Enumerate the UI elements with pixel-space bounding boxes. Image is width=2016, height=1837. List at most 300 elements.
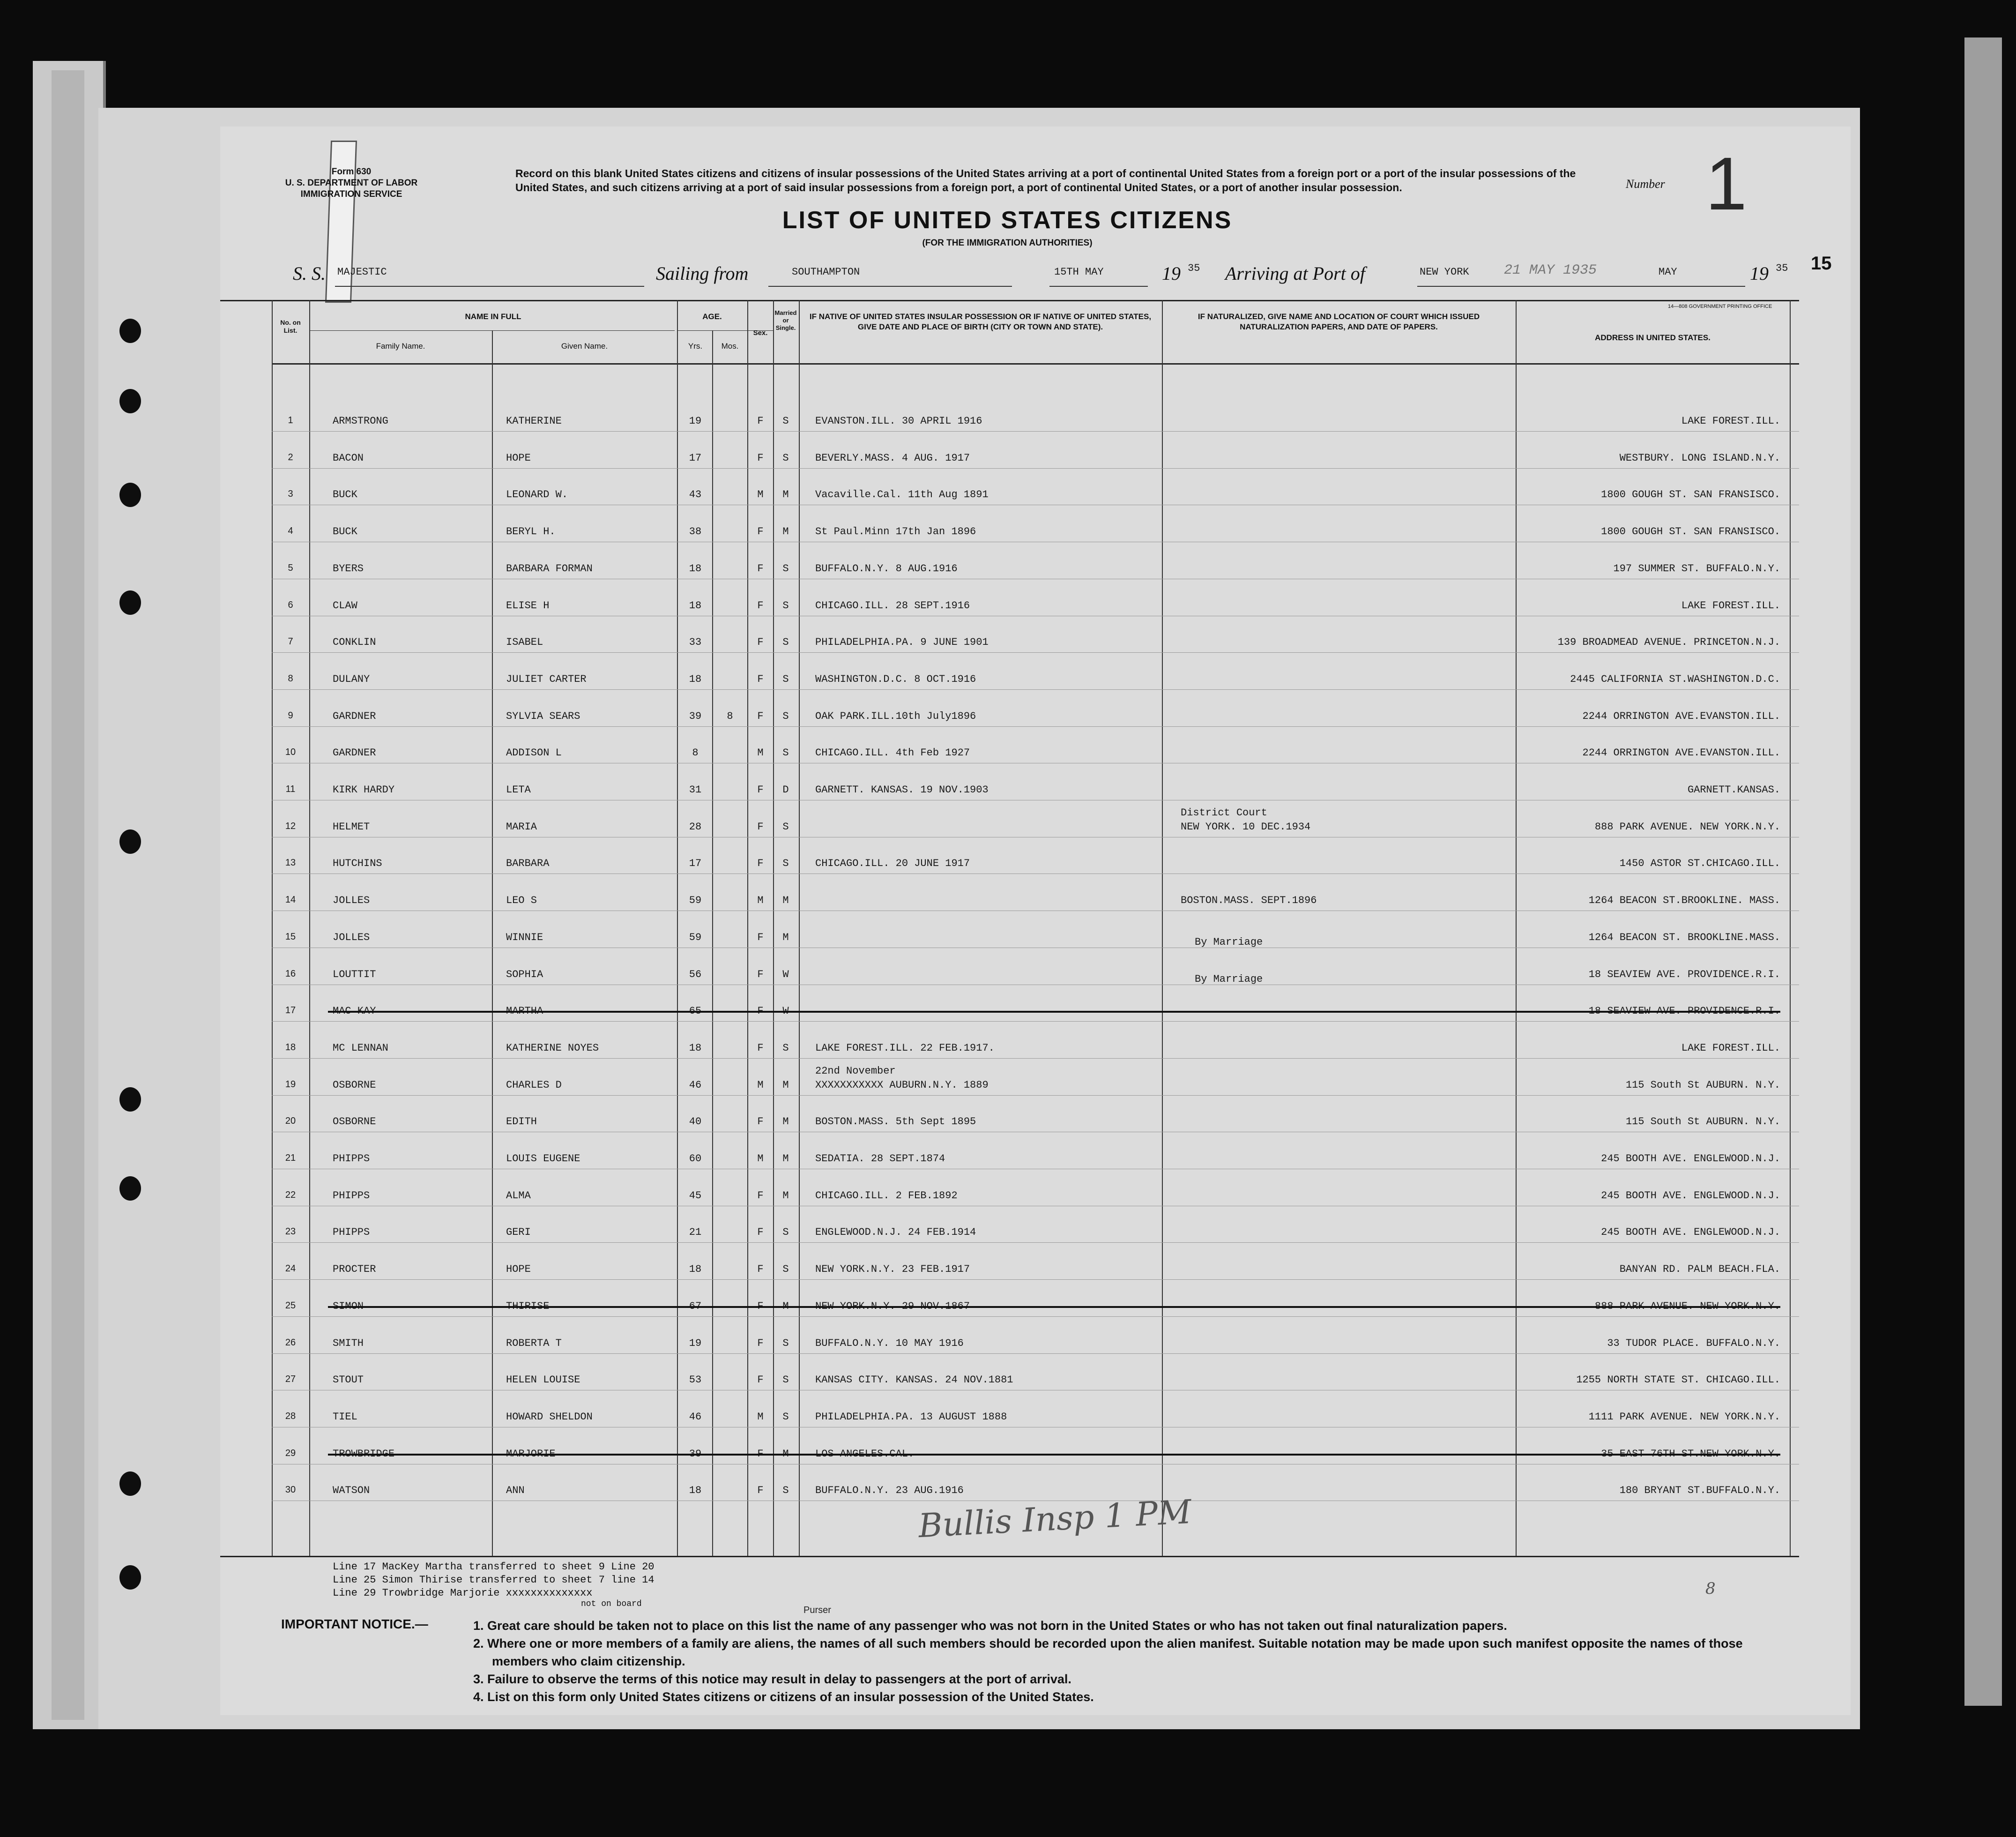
row-23-addr: 245 BOOTH AVE. ENGLEWOOD.N.J. xyxy=(1601,1226,1780,1239)
row-23-family: PHIPPS xyxy=(333,1226,370,1239)
row-30-sex: F xyxy=(757,1485,764,1497)
row-11-no: 11 xyxy=(285,784,296,794)
ship-name: MAJESTIC xyxy=(337,266,387,278)
row-14-nat: BOSTON.MASS. SEPT.1896 xyxy=(1181,895,1317,907)
row-rule xyxy=(272,1095,1799,1096)
row-4-yrs: 38 xyxy=(689,526,702,538)
row-7-no: 7 xyxy=(288,636,293,647)
row-21-addr: 245 BOOTH AVE. ENGLEWOOD.N.J. xyxy=(1601,1153,1780,1165)
purser-label: Purser xyxy=(803,1605,831,1615)
row-24-yrs: 18 xyxy=(689,1263,702,1276)
row-15-yrs: 59 xyxy=(689,931,702,943)
row-27-family: STOUT xyxy=(333,1374,364,1386)
row-3-no: 3 xyxy=(288,489,293,500)
row-21-ms: M xyxy=(782,1153,789,1165)
row-28-yrs: 46 xyxy=(689,1411,702,1423)
row-2-family: BACON xyxy=(333,452,364,464)
voyage-line xyxy=(293,262,1792,289)
col-naturalized: IF NATURALIZED, GIVE NAME AND LOCATION OF COURT WHICH ISSUED NATURALIZATION PAPERS, AND DATE OF PAPERS. xyxy=(1198,312,1480,331)
row-22-birth: CHICAGO.ILL. 2 FEB.1892 xyxy=(815,1189,958,1202)
row-11-sex: F xyxy=(757,784,764,796)
row-4-family: BUCK xyxy=(333,526,357,538)
row-2-addr: WESTBURY. LONG ISLAND.N.Y. xyxy=(1619,452,1780,464)
column-divider xyxy=(1516,300,1517,1556)
row-6-ms: S xyxy=(782,599,789,612)
row-2-ms: S xyxy=(782,452,789,464)
row-16-given: SOPHIA xyxy=(506,968,543,980)
important-notice xyxy=(473,1617,1785,1706)
row-1-birth: EVANSTON.ILL. 30 APRIL 1916 xyxy=(815,415,982,427)
row-26-given: ROBERTA T xyxy=(506,1337,562,1349)
row-3-sex: M xyxy=(757,489,764,501)
row-5-sex: F xyxy=(757,562,764,575)
row-3-addr: 1800 GOUGH ST. SAN FRANSISCO. xyxy=(1601,489,1780,501)
column-divider xyxy=(799,300,800,1556)
header-bottom-border xyxy=(272,363,1799,365)
year-prefix-2: 19 xyxy=(1750,263,1769,284)
row-15-nat: By Marriage xyxy=(1195,936,1263,948)
row-20-yrs: 40 xyxy=(689,1116,702,1128)
row-19-birth: 22nd November xyxy=(815,1065,896,1077)
row-14-no: 14 xyxy=(285,895,296,905)
row-13-birth: CHICAGO.ILL. 20 JUNE 1917 xyxy=(815,858,970,870)
row-4-birth: St Paul.Minn 17th Jan 1896 xyxy=(815,526,976,538)
row-27-birth: KANSAS CITY. KANSAS. 24 NOV.1881 xyxy=(815,1374,1013,1386)
column-divider xyxy=(773,300,774,1556)
row-8-no: 8 xyxy=(288,673,293,684)
row-27-no: 27 xyxy=(285,1374,296,1385)
row-16-nat: By Marriage xyxy=(1195,973,1263,985)
row-15-family: JOLLES xyxy=(333,931,370,943)
row-26-ms: S xyxy=(782,1337,789,1349)
binder-hole xyxy=(119,483,141,507)
notice-item: 2. Where one or more members of a family are aliens, the names of all such members should be recorded upon the alien manifest. Suitable notation may be made upon such manifest opposite the names of those members who claim citizenship. xyxy=(473,1636,1743,1668)
row-10-yrs: 8 xyxy=(692,747,699,759)
binder-hole xyxy=(119,590,141,615)
row-3-given: LEONARD W. xyxy=(506,489,568,501)
row-rule xyxy=(272,1242,1799,1243)
col-married: Married or Single. xyxy=(774,309,797,331)
row-3-family: BUCK xyxy=(333,489,357,501)
row-19-family: OSBORNE xyxy=(333,1079,376,1091)
form-header xyxy=(262,166,440,200)
row-23-sex: F xyxy=(757,1226,764,1239)
row-18-birth: LAKE FOREST.ILL. 22 FEB.1917. xyxy=(815,1042,995,1054)
row-19-sex: M xyxy=(757,1079,764,1091)
row-11-birth: GARNETT. KANSAS. 19 NOV.1903 xyxy=(815,784,989,796)
row-6-birth: CHICAGO.ILL. 28 SEPT.1916 xyxy=(815,599,970,612)
row-27-sex: F xyxy=(757,1374,764,1386)
row-24-birth: NEW YORK.N.Y. 23 FEB.1917 xyxy=(815,1263,970,1276)
row-6-family: CLAW xyxy=(333,599,357,612)
row-1-sex: F xyxy=(757,415,764,427)
sailing-port: SOUTHAMPTON xyxy=(792,266,860,278)
column-divider xyxy=(309,300,310,1556)
row-rule xyxy=(272,468,1799,469)
arrival-year: 35 xyxy=(1776,262,1788,274)
col-yrs: Yrs. xyxy=(688,342,703,351)
row-9-birth: OAK PARK.ILL.10th July1896 xyxy=(815,710,976,722)
column-divider xyxy=(1162,300,1163,1556)
col-family-name: Family Name. xyxy=(376,342,425,351)
sailing-date: 15TH MAY xyxy=(1054,266,1104,278)
row-14-sex: M xyxy=(757,895,764,907)
row-23-no: 23 xyxy=(285,1226,296,1237)
column-divider xyxy=(492,330,493,1556)
row-30-family: WATSON xyxy=(333,1485,370,1497)
row-2-given: HOPE xyxy=(506,452,531,464)
row-28-no: 28 xyxy=(285,1411,296,1421)
row-7-yrs: 33 xyxy=(689,636,702,649)
note-line-17: Line 17 MacKey Martha transferred to sheet 9 Line 20 xyxy=(333,1561,655,1573)
binder-hole xyxy=(119,389,141,413)
sailing-year: 35 xyxy=(1188,262,1200,274)
row-rule xyxy=(272,1279,1799,1280)
row-14-family: JOLLES xyxy=(333,895,370,907)
row-17-no: 17 xyxy=(285,1005,296,1016)
row-23-given: GERI xyxy=(506,1226,531,1239)
row-27-addr: 1255 NORTH STATE ST. CHICAGO.ILL. xyxy=(1576,1374,1780,1386)
row-1-given: KATHERINE xyxy=(506,415,562,427)
row-rule xyxy=(272,652,1799,653)
row-9-given: SYLVIA SEARS xyxy=(506,710,580,722)
row-30-yrs: 18 xyxy=(689,1485,702,1497)
row-rule xyxy=(272,689,1799,690)
row-13-yrs: 17 xyxy=(689,858,702,870)
row-8-given: JULIET CARTER xyxy=(506,673,587,685)
row-11-yrs: 31 xyxy=(689,784,702,796)
row-27-yrs: 53 xyxy=(689,1374,702,1386)
row-10-ms: S xyxy=(782,747,789,759)
row-9-sex: F xyxy=(757,710,764,722)
row-22-no: 22 xyxy=(285,1189,296,1200)
row-10-birth: CHICAGO.ILL. 4th Feb 1927 xyxy=(815,747,970,759)
notice-label: IMPORTANT NOTICE.— xyxy=(281,1617,428,1631)
binder-hole xyxy=(119,1471,141,1496)
row-22-family: PHIPPS xyxy=(333,1189,370,1202)
row-16-family: LOUTTIT xyxy=(333,968,376,980)
row-5-family: BYERS xyxy=(333,562,364,575)
row-20-no: 20 xyxy=(285,1116,296,1127)
row-28-birth: PHILADELPHIA.PA. 13 AUGUST 1888 xyxy=(815,1411,1007,1423)
column-divider xyxy=(747,300,748,1556)
row-22-yrs: 45 xyxy=(689,1189,702,1202)
binder-hole xyxy=(119,1087,141,1112)
column-divider xyxy=(1790,300,1791,1556)
row-21-sex: M xyxy=(757,1153,764,1165)
col-age: AGE. xyxy=(702,312,722,321)
service-line: IMMIGRATION SERVICE xyxy=(300,189,402,199)
binder-hole xyxy=(119,1176,141,1201)
row-24-given: HOPE xyxy=(506,1263,531,1276)
row-15-sex: F xyxy=(757,931,764,943)
col-birth: IF NATIVE OF UNITED STATES INSULAR POSSESSION OR IF NATIVE OF UNITED STATES, GIVE DATE AND PLACE OF BIRTH (CITY OR TOWN AND STATE). xyxy=(809,312,1152,331)
row-20-birth: BOSTON.MASS. 5th Sept 1895 xyxy=(815,1116,976,1128)
col-address: ADDRESS IN UNITED STATES. xyxy=(1595,333,1711,342)
row-rule xyxy=(272,1021,1799,1022)
row-18-sex: F xyxy=(757,1042,764,1054)
row-8-family: DULANY xyxy=(333,673,370,685)
col-name-in-full: NAME IN FULL xyxy=(465,312,521,321)
arrival-month: MAY xyxy=(1659,266,1677,278)
row-8-ms: S xyxy=(782,673,789,685)
row-5-no: 5 xyxy=(288,562,293,573)
arriving-port: NEW YORK xyxy=(1420,266,1469,278)
row-3-ms: M xyxy=(782,489,789,501)
row-12-nat: District Court xyxy=(1181,806,1267,819)
row-12-family: HELMET xyxy=(333,821,370,833)
row-27-given: HELEN LOUISE xyxy=(506,1374,580,1386)
row-10-no: 10 xyxy=(285,747,296,758)
row-20-addr: 115 South St AUBURN. N.Y. xyxy=(1625,1116,1780,1128)
row-10-given: ADDISON L xyxy=(506,747,562,759)
ss-label: S. S. xyxy=(293,263,326,284)
row-20-family: OSBORNE xyxy=(333,1116,376,1128)
year-prefix: 19 xyxy=(1162,263,1181,284)
row-5-yrs: 18 xyxy=(689,562,702,575)
row-25-no: 25 xyxy=(285,1300,296,1311)
notice-item: 4. List on this form only United States citizens or citizens of an insular possession of the United States. xyxy=(473,1690,1094,1704)
row-9-family: GARDNER xyxy=(333,710,376,722)
row-18-given: KATHERINE NOYES xyxy=(506,1042,599,1054)
row-10-family: GARDNER xyxy=(333,747,376,759)
row-22-given: ALMA xyxy=(506,1189,531,1202)
row-19-birth: XXXXXXXXXXX AUBURN.N.Y. 1889 xyxy=(815,1079,989,1091)
row-21-given: LOUIS EUGENE xyxy=(506,1153,580,1165)
dept-line: U. S. DEPARTMENT OF LABOR xyxy=(285,178,418,188)
row-rule xyxy=(272,1316,1799,1317)
row-15-given: WINNIE xyxy=(506,931,543,943)
row-24-sex: F xyxy=(757,1263,764,1276)
row-3-yrs: 43 xyxy=(689,489,702,501)
row-28-addr: 1111 PARK AVENUE. NEW YORK.N.Y. xyxy=(1588,1411,1780,1423)
row-7-addr: 139 BROADMEAD AVENUE. PRINCETON.N.J. xyxy=(1557,636,1780,649)
binder-hole xyxy=(119,1565,141,1590)
row-rule xyxy=(272,431,1799,432)
row-11-family: KIRK HARDY xyxy=(333,784,395,796)
row-14-ms: M xyxy=(782,895,789,907)
row-30-birth: BUFFALO.N.Y. 23 AUG.1916 xyxy=(815,1485,964,1497)
row-26-no: 26 xyxy=(285,1337,296,1348)
row-11-ms: D xyxy=(782,784,789,796)
row-7-given: ISABEL xyxy=(506,636,543,649)
note-line-25: Line 25 Simon Thirise transferred to sheet 7 line 14 xyxy=(333,1574,655,1586)
page-subtitle: (FOR THE IMMIGRATION AUTHORITIES) xyxy=(922,238,1093,248)
form-number: Form 630 xyxy=(331,167,372,177)
row-15-ms: M xyxy=(782,931,789,943)
row-18-no: 18 xyxy=(285,1042,296,1053)
row-9-ms: S xyxy=(782,710,789,722)
row-26-family: SMITH xyxy=(333,1337,364,1349)
row-23-birth: ENGLEWOOD.N.J. 24 FEB.1914 xyxy=(815,1226,976,1239)
row-20-ms: M xyxy=(782,1116,789,1128)
row-11-given: LETA xyxy=(506,784,531,796)
row-22-addr: 245 BOOTH AVE. ENGLEWOOD.N.J. xyxy=(1601,1189,1780,1202)
notice-item: 1. Great care should be taken not to place on this list the name of any passenger who was not born in the United States or who has not taken out final naturalization papers. xyxy=(473,1619,1507,1633)
row-23-ms: S xyxy=(782,1226,789,1239)
form-page xyxy=(220,127,1851,1715)
row-6-addr: LAKE FOREST.ILL. xyxy=(1681,599,1780,612)
row-1-family: ARMSTRONG xyxy=(333,415,388,427)
row-16-sex: F xyxy=(757,968,764,980)
binder-strip-inner xyxy=(52,70,84,1720)
row-1-no: 1 xyxy=(288,415,293,426)
row-19-ms: M xyxy=(782,1079,789,1091)
handwritten-number: 8 xyxy=(1705,1579,1716,1598)
row-30-no: 30 xyxy=(285,1485,296,1495)
row-28-sex: M xyxy=(757,1411,764,1423)
row-26-yrs: 19 xyxy=(689,1337,702,1349)
row-22-sex: F xyxy=(757,1189,764,1202)
row-6-given: ELISE H xyxy=(506,599,550,612)
row-27-ms: S xyxy=(782,1374,789,1386)
row-10-addr: 2244 ORRINGTON AVE.EVANSTON.ILL. xyxy=(1582,747,1780,759)
row-13-no: 13 xyxy=(285,858,296,868)
row-20-sex: F xyxy=(757,1116,764,1128)
page-edge xyxy=(1964,37,2002,1706)
note-line-29: Line 29 Trowbridge Marjorie xxxxxxxxxxxxxx xyxy=(333,1587,593,1599)
row-4-ms: M xyxy=(782,526,789,538)
row-28-ms: S xyxy=(782,1411,789,1423)
notice-item: 3. Failure to observe the terms of this notice may result in delay to passengers at the port of arrival. xyxy=(473,1672,1071,1686)
row-29-no: 29 xyxy=(285,1448,296,1458)
underline xyxy=(335,286,644,287)
binder-hole xyxy=(119,829,141,854)
column-divider xyxy=(712,330,713,1556)
row-5-birth: BUFFALO.N.Y. 8 AUG.1916 xyxy=(815,562,958,575)
page-title: LIST OF UNITED STATES CITIZENS xyxy=(782,207,1233,234)
row-28-family: TIEL xyxy=(333,1411,357,1423)
row-26-birth: BUFFALO.N.Y. 10 MAY 1916 xyxy=(815,1337,964,1349)
row-13-ms: S xyxy=(782,858,789,870)
row-24-no: 24 xyxy=(285,1263,296,1274)
row-rule xyxy=(272,1353,1799,1354)
row-13-addr: 1450 ASTOR ST.CHICAGO.ILL. xyxy=(1619,858,1780,870)
row-26-sex: F xyxy=(757,1337,764,1349)
row-23-yrs: 21 xyxy=(689,1226,702,1239)
row-1-yrs: 19 xyxy=(689,415,702,427)
row-5-ms: S xyxy=(782,562,789,575)
row-rule xyxy=(272,1058,1799,1059)
row-24-family: PROCTER xyxy=(333,1263,376,1276)
row-2-sex: F xyxy=(757,452,764,464)
row-15-addr: 1264 BEACON ST. BROOKLINE.MASS. xyxy=(1588,931,1780,943)
row-5-addr: 197 SUMMER ST. BUFFALO.N.Y. xyxy=(1613,562,1780,575)
form-code: 14—808 GOVERNMENT PRINTING OFFICE xyxy=(1668,304,1772,309)
col-no: No. on List. xyxy=(280,319,301,334)
row-3-birth: Vacaville.Cal. 11th Aug 1891 xyxy=(815,489,989,501)
row-16-no: 16 xyxy=(285,968,296,979)
row-10-sex: M xyxy=(757,747,764,759)
row-7-birth: PHILADELPHIA.PA. 9 JUNE 1901 xyxy=(815,636,989,649)
strike-through-line xyxy=(328,1306,1780,1308)
row-7-sex: F xyxy=(757,636,764,649)
transfer-notes xyxy=(333,1561,655,1608)
row-4-given: BERYL H. xyxy=(506,526,556,538)
row-14-yrs: 59 xyxy=(689,895,702,907)
row-1-addr: LAKE FOREST.ILL. xyxy=(1681,415,1780,427)
row-6-yrs: 18 xyxy=(689,599,702,612)
row-26-addr: 33 TUDOR PLACE. BUFFALO.N.Y. xyxy=(1607,1337,1780,1349)
row-5-given: BARBARA FORMAN xyxy=(506,562,593,575)
row-15-no: 15 xyxy=(285,931,296,942)
strike-through-line xyxy=(328,1011,1780,1013)
row-13-family: HUTCHINS xyxy=(333,858,382,870)
row-16-addr: 18 SEAVIEW AVE. PROVIDENCE.R.I. xyxy=(1588,968,1780,980)
row-7-ms: S xyxy=(782,636,789,649)
row-2-no: 2 xyxy=(288,452,293,463)
row-13-given: BARBARA xyxy=(506,858,550,870)
inspector-signature: Bullis Insp 1 PM xyxy=(917,1492,1192,1546)
row-11-addr: GARNETT.KANSAS. xyxy=(1687,784,1780,796)
column-divider xyxy=(677,300,678,1556)
row-19-no: 19 xyxy=(285,1079,296,1090)
col-given-name: Given Name. xyxy=(561,342,608,351)
row-28-given: HOWARD SHELDON xyxy=(506,1411,593,1423)
row-1-ms: S xyxy=(782,415,789,427)
row-18-family: MC LENNAN xyxy=(333,1042,388,1054)
number-value: 1 xyxy=(1705,142,1747,225)
row-16-yrs: 56 xyxy=(689,968,702,980)
row-14-addr: 1264 BEACON ST.BROOKLINE. MASS. xyxy=(1588,895,1780,907)
column-divider xyxy=(272,300,273,1556)
col-sex: Sex. xyxy=(753,329,768,337)
table-bottom-border xyxy=(220,1556,1799,1557)
table-top-border xyxy=(220,300,1799,301)
row-9-yrs: 39 xyxy=(689,710,702,722)
row-12-given: MARIA xyxy=(506,821,537,833)
row-14-given: LEO S xyxy=(506,895,537,907)
row-9-addr: 2244 ORRINGTON AVE.EVANSTON.ILL. xyxy=(1582,710,1780,722)
row-9-no: 9 xyxy=(288,710,293,721)
row-19-addr: 115 South St AUBURN. N.Y. xyxy=(1625,1079,1780,1091)
arriving-label: Arriving at Port of xyxy=(1225,263,1365,284)
row-18-yrs: 18 xyxy=(689,1042,702,1054)
page-number: 15 xyxy=(1811,253,1832,274)
row-2-yrs: 17 xyxy=(689,452,702,464)
row-8-birth: WASHINGTON.D.C. 8 OCT.1916 xyxy=(815,673,976,685)
row-24-ms: S xyxy=(782,1263,789,1276)
row-7-family: CONKLIN xyxy=(333,636,376,649)
underline xyxy=(1049,286,1148,287)
row-4-sex: F xyxy=(757,526,764,538)
row-6-sex: F xyxy=(757,599,764,612)
row-12-sex: F xyxy=(757,821,764,833)
row-19-given: CHARLES D xyxy=(506,1079,562,1091)
row-9-mos: 8 xyxy=(727,710,733,722)
row-12-yrs: 28 xyxy=(689,821,702,833)
row-30-given: ANN xyxy=(506,1485,525,1497)
arrival-stamp: 21 MAY 1935 xyxy=(1504,262,1597,278)
row-21-family: PHIPPS xyxy=(333,1153,370,1165)
row-30-addr: 180 BRYANT ST.BUFFALO.N.Y. xyxy=(1619,1485,1780,1497)
row-21-birth: SEDATIA. 28 SEPT.1874 xyxy=(815,1153,945,1165)
row-6-no: 6 xyxy=(288,599,293,610)
record-instructions: Record on this blank United States citizens and citizens of insular possessions of the United States arriving at a port of continental United States from a foreign port or a port of the insular possessions of the United States, and such citizens arriving at a port of said insular possessions from a foreign port, a port of continental United States, or a port of another insular possession. xyxy=(515,167,1576,194)
row-8-sex: F xyxy=(757,673,764,685)
row-21-no: 21 xyxy=(285,1153,296,1163)
row-rule xyxy=(272,726,1799,727)
row-12-ms: S xyxy=(782,821,789,833)
underline xyxy=(768,286,1012,287)
row-8-yrs: 18 xyxy=(689,673,702,685)
row-4-no: 4 xyxy=(288,526,293,537)
sailing-label: Sailing from xyxy=(656,263,749,284)
row-18-ms: S xyxy=(782,1042,789,1054)
row-20-given: EDITH xyxy=(506,1116,537,1128)
strike-through-line xyxy=(328,1454,1780,1456)
row-21-yrs: 60 xyxy=(689,1153,702,1165)
